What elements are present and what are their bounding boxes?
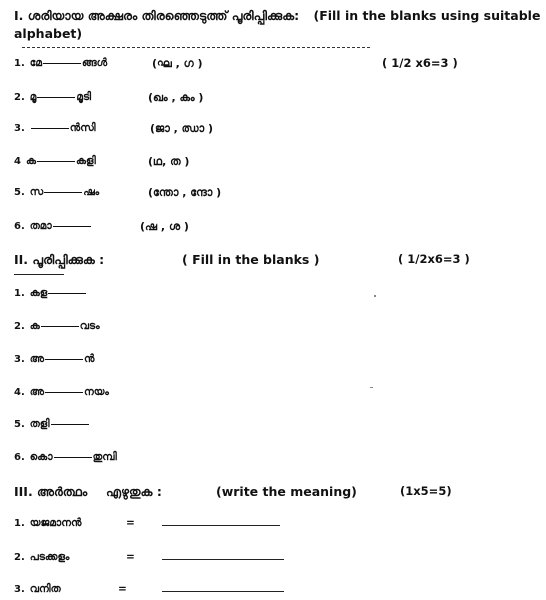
item-number: 5.	[14, 419, 25, 430]
item-prefix: മൂ	[29, 91, 37, 103]
equals-sign: =	[126, 517, 135, 529]
item-prefix: സ	[29, 186, 44, 198]
scan-speck	[374, 295, 376, 297]
item-prefix: കൊ	[29, 451, 53, 463]
equals-sign: =	[126, 551, 135, 563]
blank-line	[45, 359, 83, 360]
fill-blank-item	[14, 155, 96, 168]
item-number: 3.	[14, 123, 25, 134]
fill-blank-item	[14, 451, 117, 464]
answer-options: (ഖം , കം )	[148, 91, 204, 104]
fill-blank-item	[14, 186, 99, 199]
section2-marks: ( 1/2x6=3 )	[398, 252, 470, 266]
answer-options: (ഘ , ഗ )	[152, 57, 203, 70]
blank-line	[54, 457, 92, 458]
section3-title-ml-2: എഴുതുക :	[106, 484, 162, 499]
section2-rule	[14, 274, 64, 275]
equals-sign: =	[118, 583, 127, 595]
blank-line	[43, 63, 81, 64]
blank-line	[44, 192, 82, 193]
section2-title-en: ( Fill in the blanks )	[182, 252, 320, 267]
item-suffix: മൂടി	[76, 91, 92, 103]
section1-title-ml: I. ശരിയായ അക്ഷരം തിരഞ്ഞെടുത്ത് പൂരിപ്പിക്കുക:	[14, 8, 300, 23]
item-number: 4.	[14, 387, 25, 398]
item-number: 2.	[14, 92, 25, 103]
item-number: 6.	[14, 221, 25, 232]
answer-line	[162, 525, 280, 526]
meaning-item	[14, 551, 69, 564]
fill-blank-item	[14, 91, 91, 104]
item-word: പടക്കളം	[29, 551, 70, 563]
item-prefix: തളി	[29, 418, 50, 430]
answer-options: (ജാ , ഝാ )	[150, 122, 214, 135]
section1-title-en: (Fill in the blanks using suitable	[313, 8, 541, 23]
blank-line	[41, 326, 79, 327]
item-number: 2.	[14, 552, 25, 563]
dashed-divider	[22, 47, 370, 48]
item-suffix: ൻ	[84, 353, 95, 365]
answer-options: (ഷ , ശ )	[140, 220, 189, 233]
section3-title-en: (write the meaning)	[216, 484, 357, 499]
answer-line	[162, 559, 284, 560]
item-suffix: ൻസി	[69, 122, 96, 134]
item-suffix: നയം	[84, 386, 109, 398]
blank-line	[37, 161, 75, 162]
blank-line	[37, 97, 75, 98]
scan-speck	[370, 387, 373, 388]
item-prefix: അ	[29, 386, 45, 398]
item-number: 3.	[14, 584, 25, 595]
item-number: 1.	[14, 58, 25, 69]
item-number: 1.	[14, 288, 25, 299]
item-prefix: ക	[29, 320, 40, 332]
fill-blank-item	[14, 57, 107, 70]
section2-title-ml: II. പൂരിപ്പിക്കുക :	[14, 252, 105, 267]
item-number: 4	[14, 156, 21, 167]
section1-marks: ( 1/2 x6=3 )	[382, 56, 458, 70]
item-word: വനിത	[29, 583, 61, 595]
section3-marks: (1x5=5)	[400, 484, 452, 498]
blank-line	[51, 424, 89, 425]
fill-blank-item	[14, 353, 94, 366]
item-number: 3.	[14, 354, 25, 365]
section1-title-cont: alphabet)	[14, 26, 83, 41]
answer-options: (ഥ, ത )	[148, 155, 190, 168]
section1-title	[14, 8, 540, 24]
blank-line	[53, 226, 91, 227]
answer-line	[162, 591, 284, 592]
item-suffix: ങ്ങൾ	[81, 57, 108, 69]
item-prefix: മേ	[29, 57, 42, 69]
item-number: 5.	[14, 187, 25, 198]
fill-blank-item	[14, 287, 87, 300]
fill-blank-item	[14, 386, 109, 399]
item-prefix: അ	[29, 353, 45, 365]
meaning-item	[14, 583, 61, 596]
blank-line	[31, 128, 69, 129]
section3-title-ml: III. അർത്ഥം	[14, 484, 88, 499]
item-prefix: തമാ	[29, 220, 52, 232]
blank-line	[45, 392, 83, 393]
fill-blank-item	[14, 418, 90, 431]
meaning-item	[14, 517, 81, 530]
blank-line	[48, 293, 86, 294]
fill-blank-item	[14, 320, 100, 333]
item-suffix: ഷം	[83, 186, 100, 198]
item-suffix: കളി	[76, 155, 96, 167]
item-word: യജമാനൻ	[29, 517, 82, 529]
item-number: 6.	[14, 452, 25, 463]
item-suffix: വടം	[79, 320, 100, 332]
fill-blank-item	[14, 220, 92, 233]
item-number: 1.	[14, 518, 25, 529]
answer-options: (ന്തോ , ന്ദോ )	[148, 186, 222, 199]
item-prefix: ക	[25, 155, 36, 167]
item-number: 2.	[14, 321, 25, 332]
item-prefix: കള	[29, 287, 48, 299]
fill-blank-item	[14, 122, 96, 135]
item-suffix: തുമ്പി	[92, 451, 117, 463]
